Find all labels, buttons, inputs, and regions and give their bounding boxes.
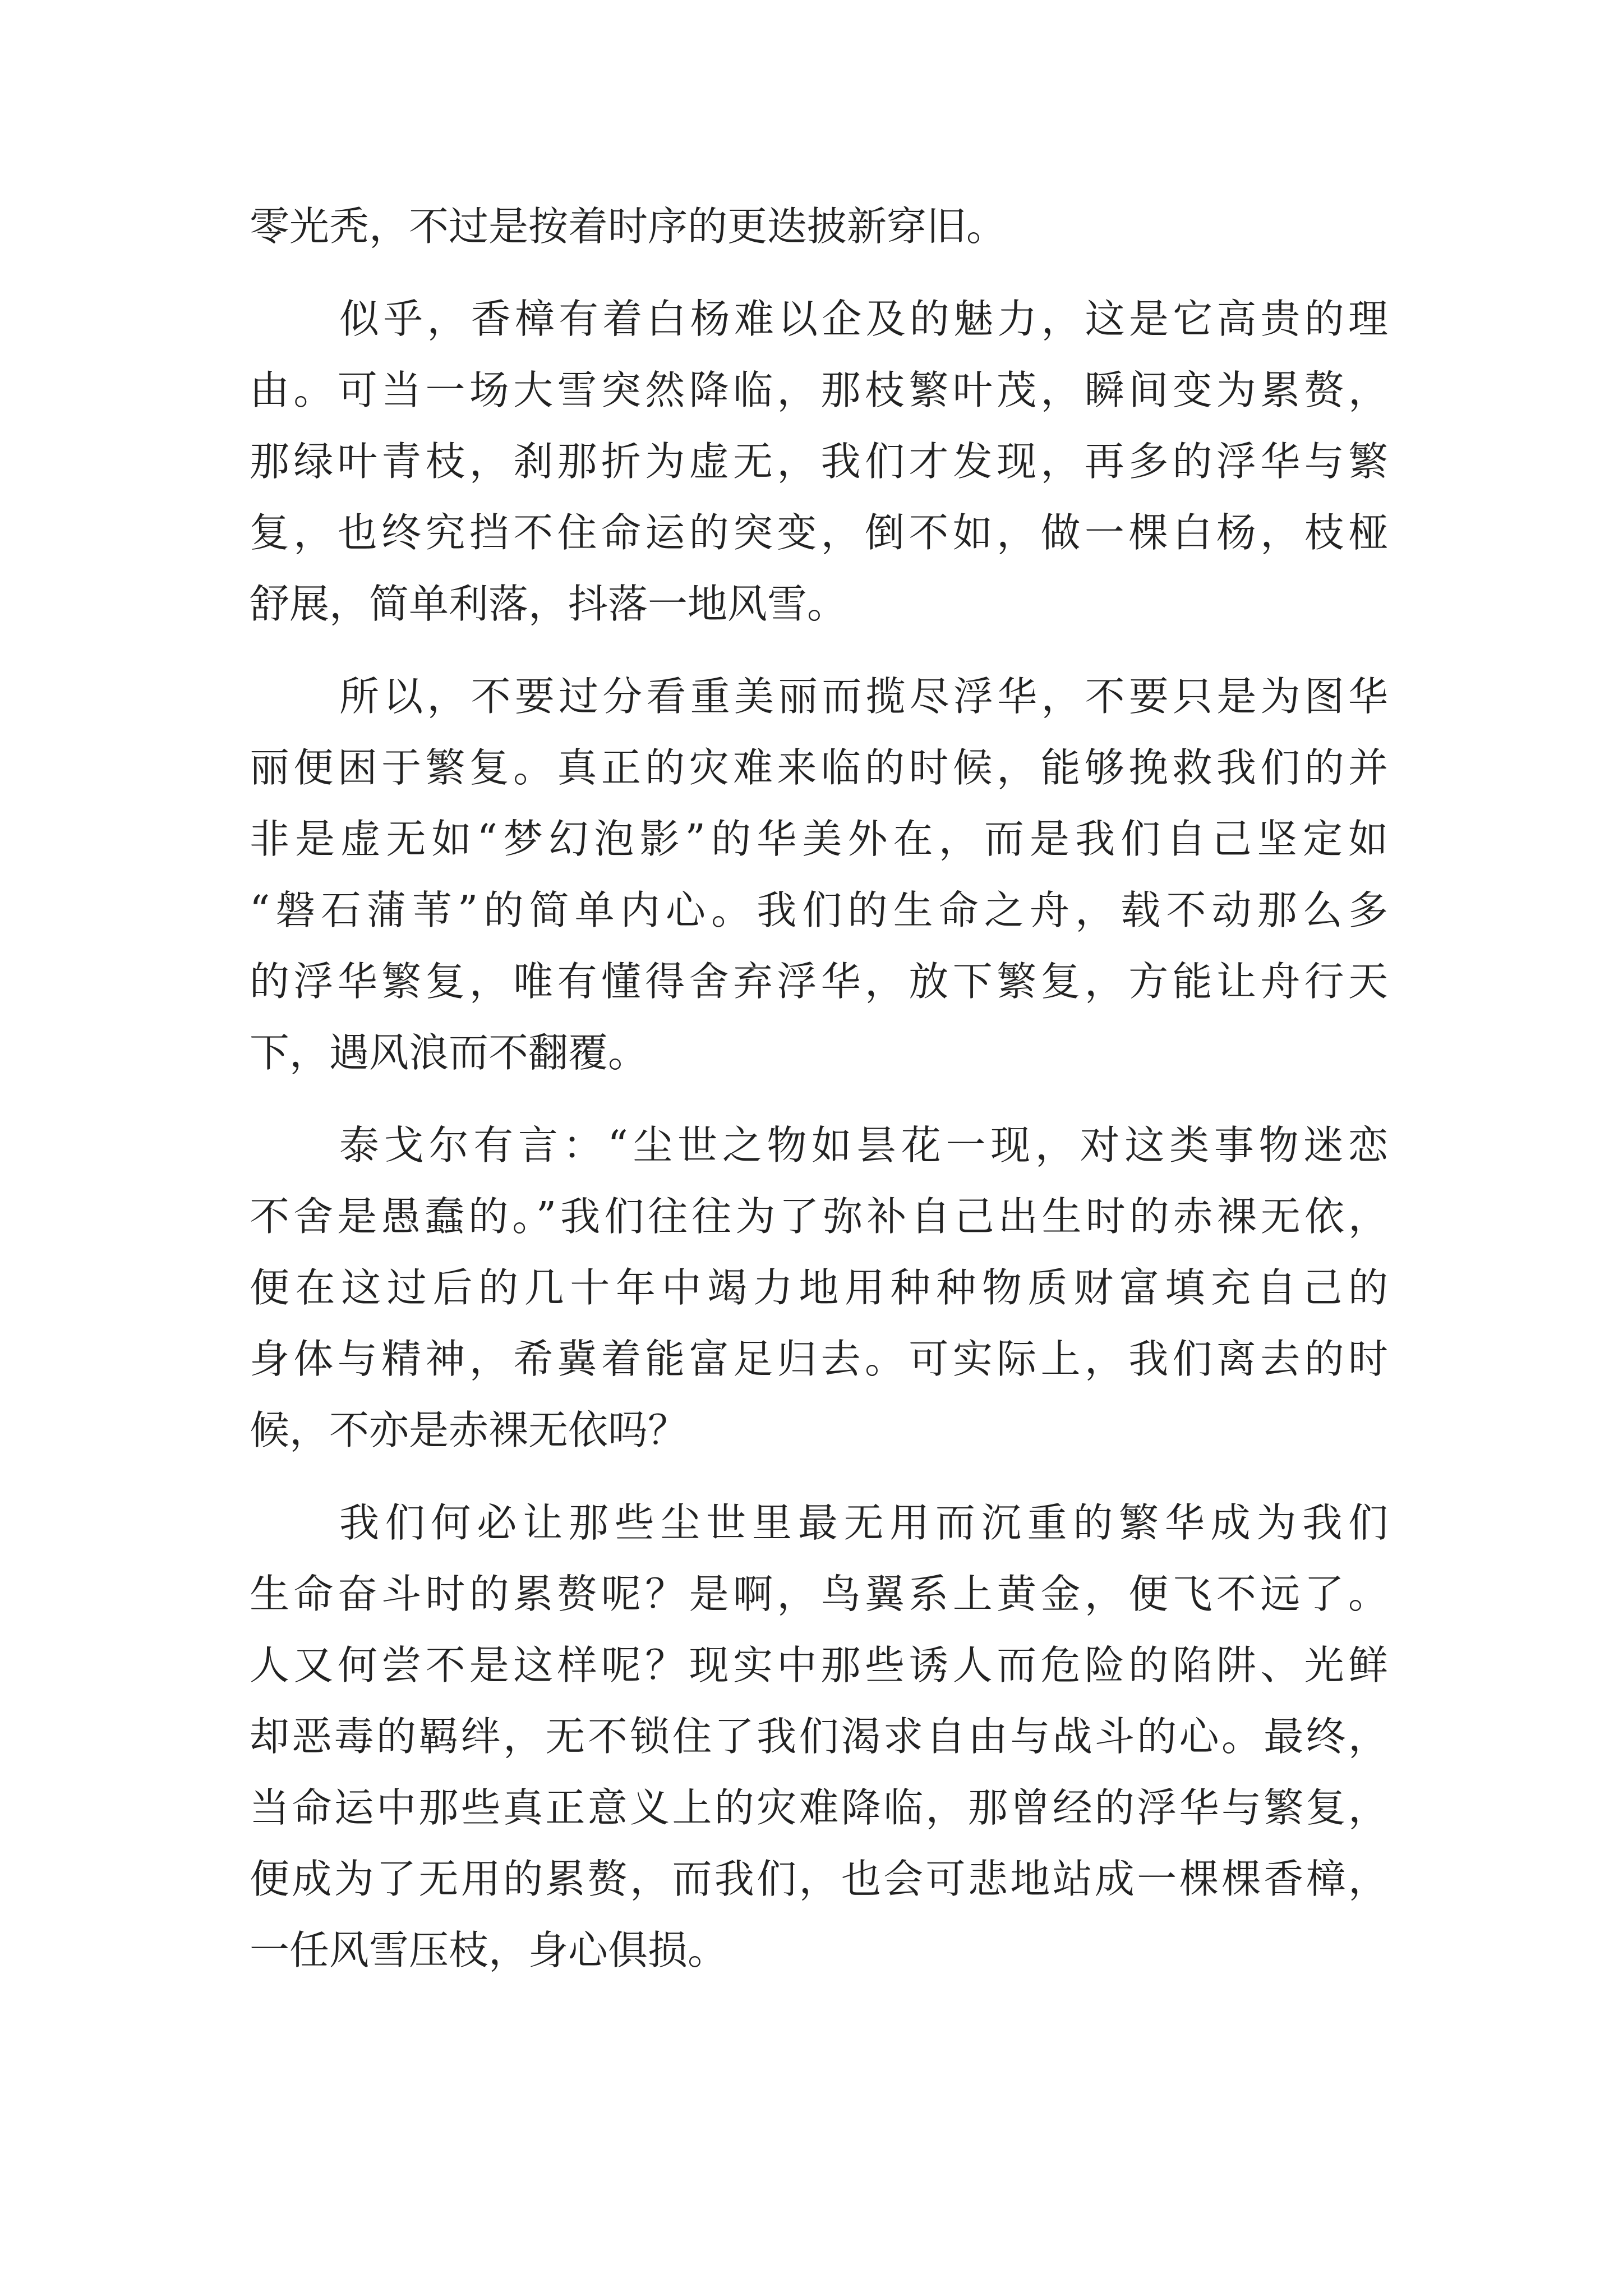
essay-body xyxy=(250,191,1388,1986)
text-line: 由。可当一场大雪突然降临，那枝繁叶茂，瞬间变为累赘， xyxy=(250,367,1388,413)
paragraph-2 xyxy=(250,661,1388,1088)
text-line: 便成为了无用的累赘，而我们，也会可悲地站成一棵棵香樟， xyxy=(250,1856,1388,1902)
text-line: 生命奋斗时的累赘呢？是啊，鸟翼系上黄金，便飞不远了。 xyxy=(250,1571,1388,1617)
text-line: “磐石蒲苇”的简单内心。我们的生命之舟，载不动那么多 xyxy=(250,887,1388,933)
text-line: 的浮华繁复，唯有懂得舍弃浮华，放下繁复，方能让舟行天 xyxy=(250,958,1388,1005)
text-line: 我们何必让那些尘世里最无用而沉重的繁华成为我们 xyxy=(339,1499,1388,1546)
paragraph-continuation xyxy=(250,191,1388,262)
paragraph-3 xyxy=(250,1110,1388,1466)
text-line: 非是虚无如“梦幻泡影”的华美外在，而是我们自己坚定如 xyxy=(250,816,1388,862)
text-line: 候，不亦是赤裸无依吗？ xyxy=(250,1407,688,1453)
text-line: 所以，不要过分看重美丽而揽尽浮华，不要只是为图华 xyxy=(339,673,1388,720)
text-line: 身体与精神，希冀着能富足归去。可实际上，我们离去的时 xyxy=(250,1336,1388,1382)
text-line: 泰戈尔有言：“尘世之物如昙花一现，对这类事物迷恋 xyxy=(339,1122,1388,1168)
text-line: 似乎，香樟有着白杨难以企及的魅力，这是它高贵的理 xyxy=(339,296,1388,342)
text-line: 丽便困于繁复。真正的灾难来临的时候，能够挽救我们的并 xyxy=(250,744,1388,791)
paragraph-1 xyxy=(250,283,1388,639)
paragraph-4 xyxy=(250,1487,1388,1986)
text-line: 当命运中那些真正意义上的灾难降临，那曾经的浮华与繁复， xyxy=(250,1784,1388,1831)
text-line: 便在这过后的几十年中竭力地用种种物质财富填充自己的 xyxy=(250,1264,1388,1311)
text-line: 下，遇风浪而不翻覆。 xyxy=(250,1029,648,1076)
text-line: 却恶毒的羁绊，无不锁住了我们渴求自由与战斗的心。最终， xyxy=(250,1713,1388,1760)
text-line: 复，也终究挡不住命运的突变，倒不如，做一棵白杨，枝桠 xyxy=(250,509,1388,556)
text-line: 舒展，简单利落，抖落一地风雪。 xyxy=(250,581,847,627)
text-line: 一任风雪压枝，身心俱损。 xyxy=(250,1927,728,1973)
text-line: 零光秃，不过是按着时序的更迭披新穿旧。 xyxy=(250,203,1007,250)
text-line: 那绿叶青枝，刹那折为虚无，我们才发现，再多的浮华与繁 xyxy=(250,438,1388,485)
text-line: 不舍是愚蠢的。”我们往往为了弥补自己出生时的赤裸无依， xyxy=(250,1193,1388,1240)
text-line: 人又何尝不是这样呢？现实中那些诱人而危险的陷阱、光鲜 xyxy=(250,1642,1388,1688)
